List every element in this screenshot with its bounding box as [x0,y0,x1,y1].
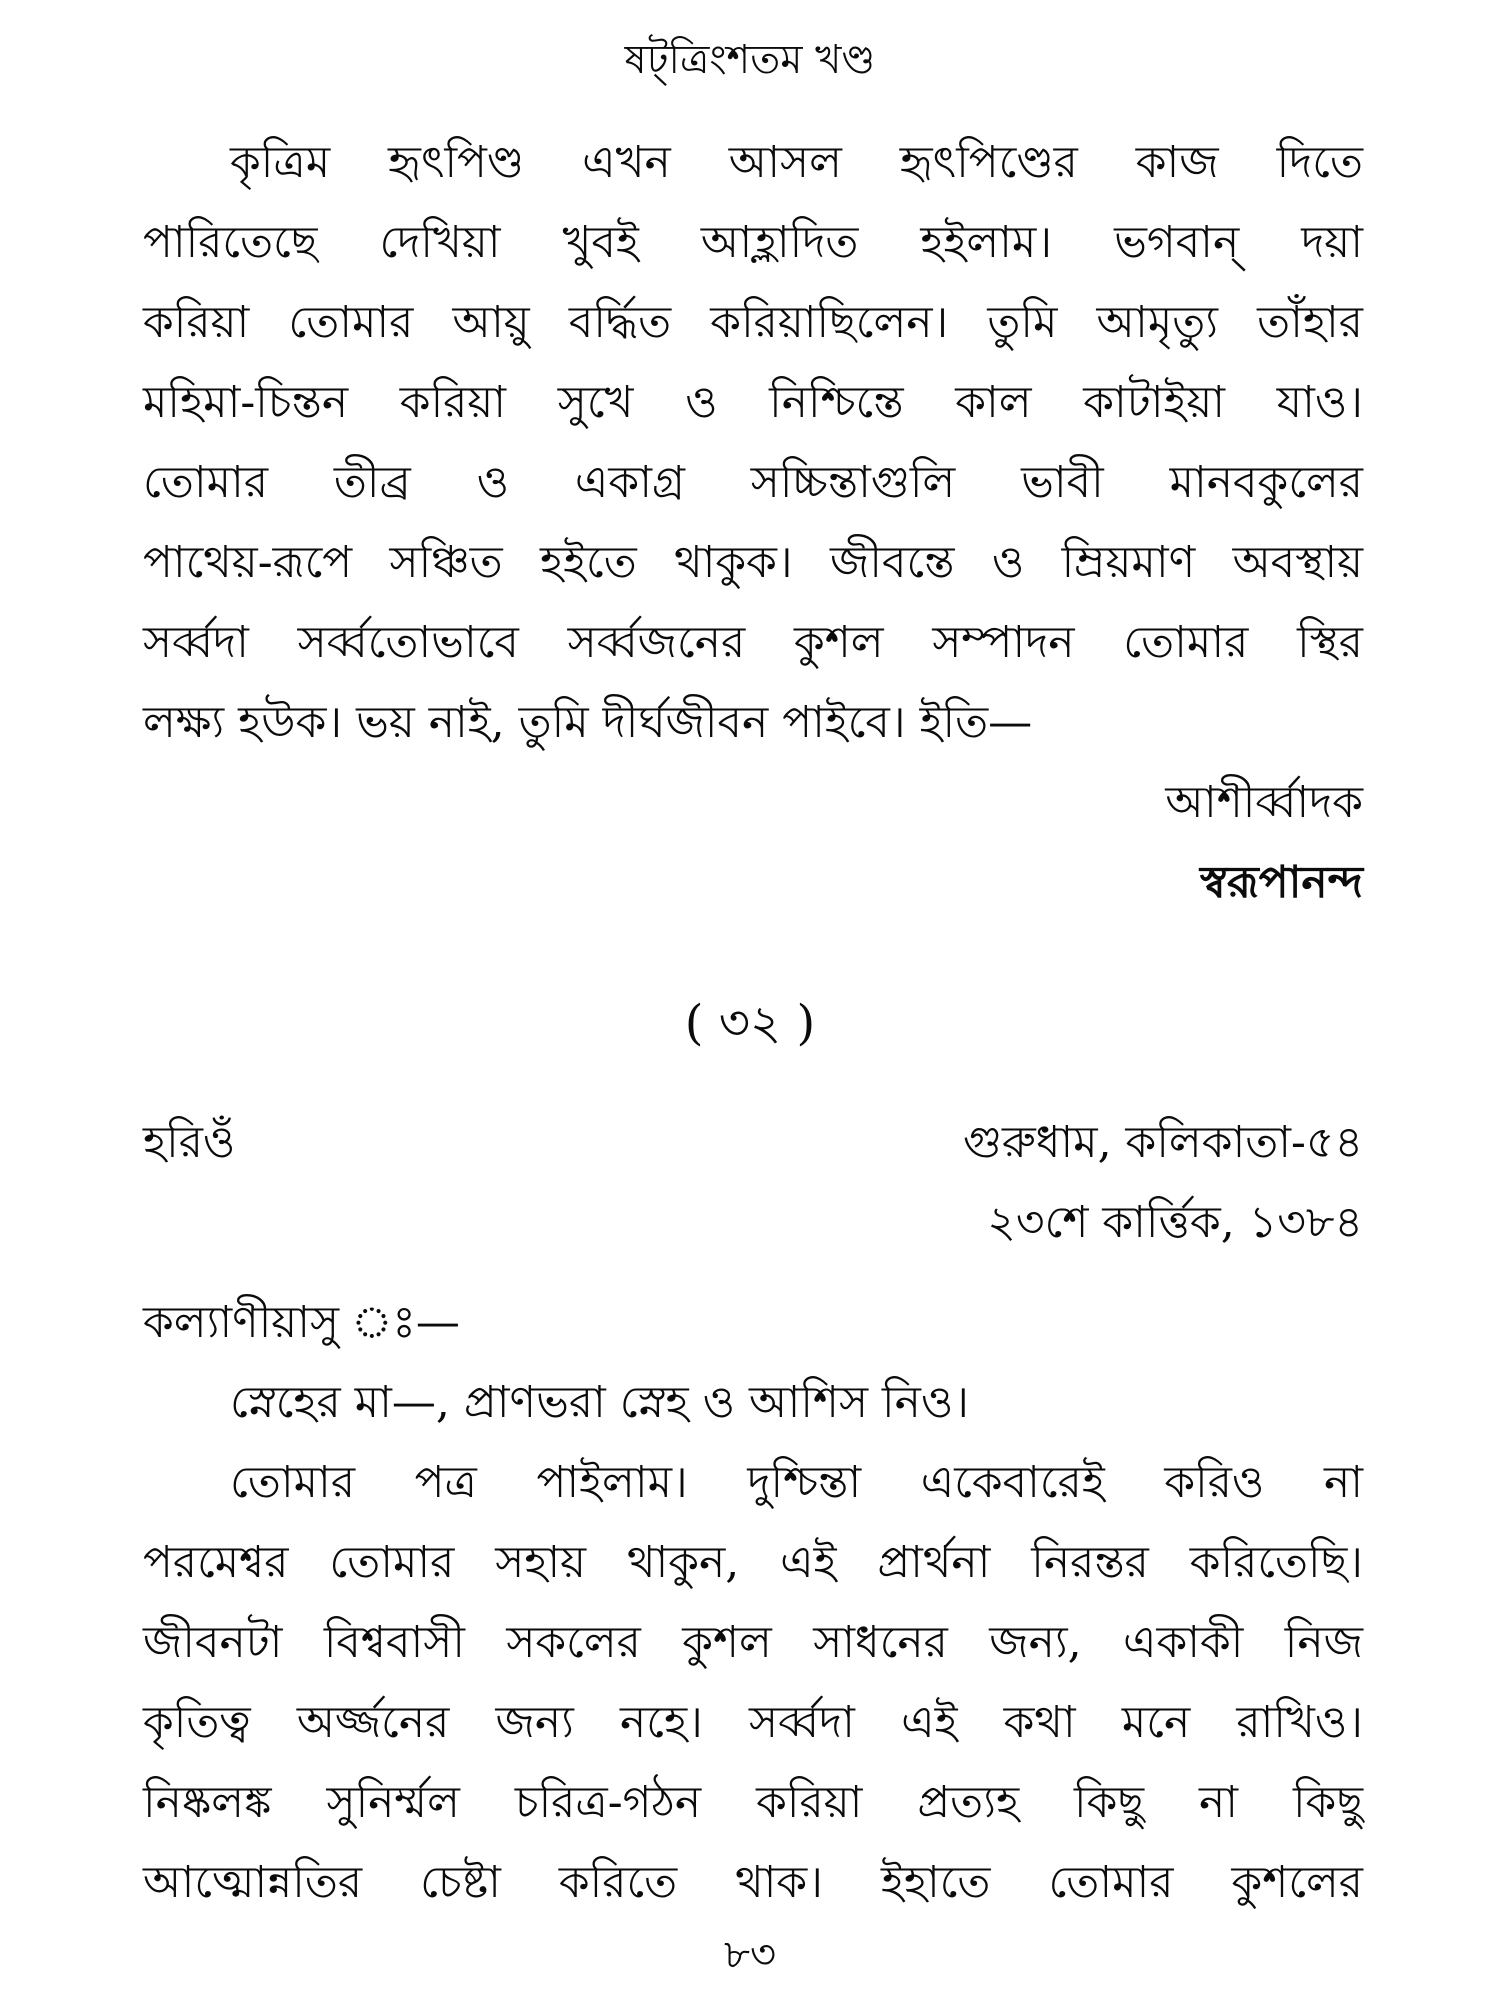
letter-place: গুরুধাম, কলিকাতা-৫৪ [962,1117,1363,1168]
text-line: নিষ্কলঙ্ক সুনির্ম্মল চরিত্র-গঠন করিয়া প্রত্যহ কিছু না কিছু [143,1777,1363,1828]
closing: আশীর্ব্বাদক [1165,777,1363,828]
greeting: স্নেহের মা—, প্রাণভরা স্নেহ ও আশিস নিও। [230,1377,969,1428]
letter-date: ২৩শে কার্ত্তিক, ১৩৮৪ [987,1197,1363,1248]
salutation-left: হরিওঁ [143,1117,236,1168]
signature: স্বরূপানন্দ [1199,857,1363,908]
text-line: কৃত্রিম হৃৎপিণ্ড এখন আসল হৃৎপিণ্ডের কাজ দিতে [230,137,1363,188]
text-line: কৃতিত্ব অর্জ্জনের জন্য নহে। সর্ব্বদা এই কথা মনে রাখিও। [143,1697,1363,1748]
text-line: তোমার পত্র পাইলাম। দুশ্চিন্তা একেবারেই করিও না [230,1457,1363,1508]
text-line: তোমার তীব্র ও একাগ্র সচ্চিন্তাগুলি ভাবী মানবকুলের [143,457,1363,508]
addressee: কল্যাণীয়াসু ঃ— [143,1297,460,1348]
text-line: লক্ষ্য হউক। ভয় নাই, তুমি দীর্ঘজীবন পাইবে। ইতি— [143,697,1033,748]
text-line: পাথেয়-রূপে সঞ্চিত হইতে থাকুক। জীবন্তে ও ম্রিয়মাণ অবস্থায় [143,537,1363,588]
page-number: ৮৩ [724,1932,776,1978]
letter-number: ( ৩২ ) [684,995,816,1051]
text-line: সর্ব্বদা সর্ব্বতোভাবে সর্ব্বজনের কুশল সম্পাদন তোমার স্থির [143,617,1363,668]
text-line: পারিতেছে দেখিয়া খুবই আহ্লাদিত হইলাম। ভগবান্ দয়া [143,217,1363,268]
text-line: করিয়া তোমার আয়ু বর্দ্ধিত করিয়াছিলেন। তুমি আমৃত্যু তাঁহার [143,297,1363,348]
text-line: জীবনটা বিশ্ববাসী সকলের কুশল সাধনের জন্য, একাকী নিজ [143,1617,1363,1668]
text-line: পরমেশ্বর তোমার সহায় থাকুন, এই প্রার্থনা নিরন্তর করিতেছি। [143,1537,1363,1588]
running-header: ষট্‌ত্রিংশতম খণ্ড [624,37,876,83]
text-line: আত্মোন্নতির চেষ্টা করিতে থাক। ইহাতে তোমার কুশলের [143,1857,1363,1908]
text-line: মহিমা-চিন্তন করিয়া সুখে ও নিশ্চিন্তে কাল কাটাইয়া যাও। [143,377,1363,428]
